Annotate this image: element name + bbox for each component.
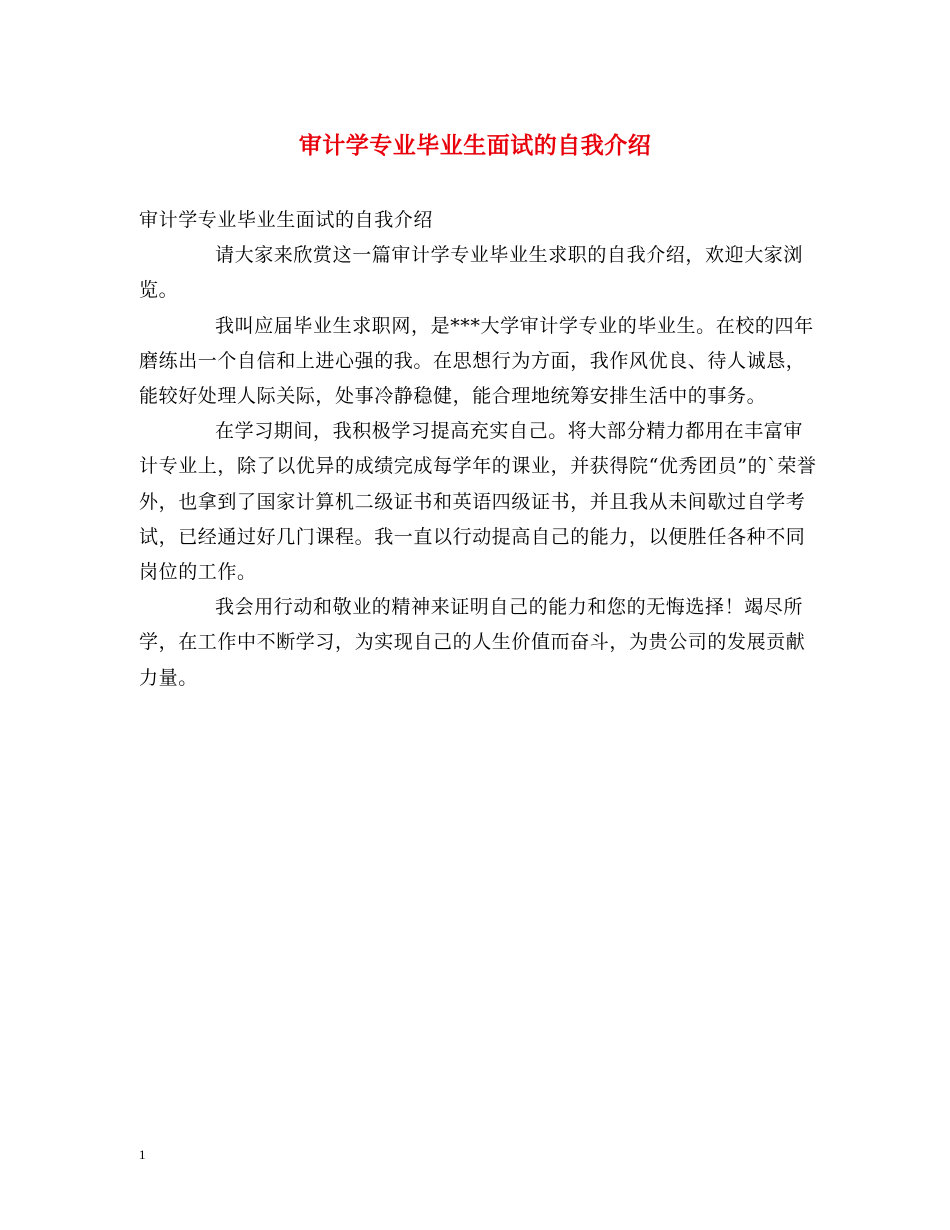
document-subtitle: 审计学专业毕业生面试的自我介绍 [139,209,434,231]
document-body [139,203,817,696]
paragraph-background: 我叫应届毕业生求职网，是***大学审计学专业的毕业生。在校的四年磨练出一个自信和上进心强的我。在思想行为方面，我作风优良、待人诚恳，能较好处理人际关际，处事冷静稳健，能合理地统筹安排生活中的事务。 [139,314,814,408]
document-title: 审计学专业毕业生面试的自我介绍 [298,132,652,159]
paragraph-closing: 我会用行动和敬业的精神来证明自己的能力和您的无悔选择！竭尽所学，在工作中不断学习，为实现自己的人生价值而奋斗，为贵公司的发展贡献力量。 [139,596,806,689]
paragraph-study: 在学习期间，我积极学习提高充实自己。将大部分精力都用在丰富审计专业上，除了以优异的成绩完成每学年的课业，并获得院“优秀团员”的`荣誉外，也拿到了国家计算机二级证书和英语四级证书，并且我从未间歇过自学考试，已经通过好几门课程。我一直以行动提高自己的能力，以便胜任各种不同岗位的工作。 [139,420,817,584]
paragraph-intro: 请大家来欣赏这一篇审计学专业毕业生求职的自我介绍，欢迎大家浏览。 [139,244,804,302]
page-number: 1 [139,1147,146,1162]
